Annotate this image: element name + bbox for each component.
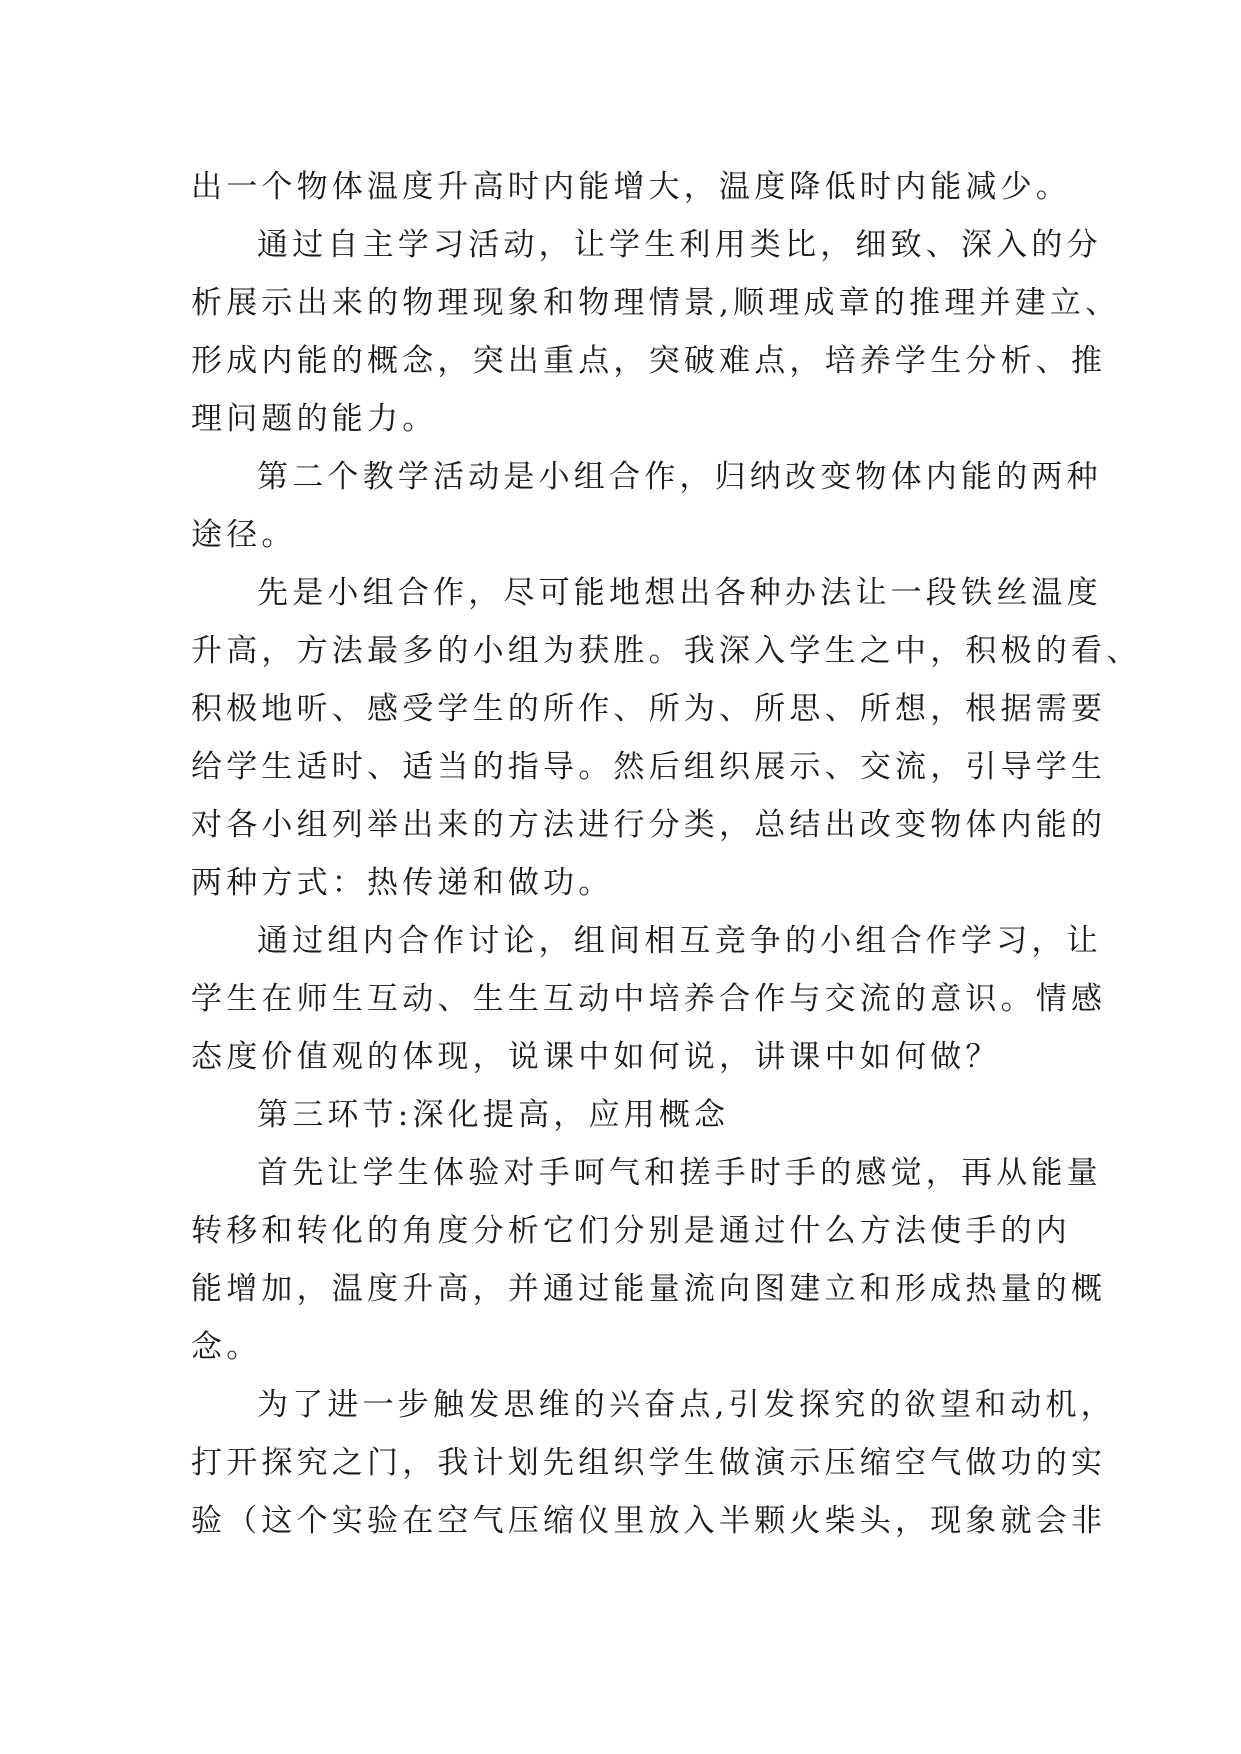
text-line: 出一个物体温度升高时内能增大，温度降低时内能减少。 <box>191 169 1071 205</box>
text-line: 学生在师生互动、生生互动中培养合作与交流的意识。情感 <box>191 981 1107 1017</box>
text-line: 理问题的能力。 <box>191 401 438 437</box>
text-line: 积极地听、感受学生的所作、所为、所思、所想，根据需要 <box>191 691 1107 727</box>
text-line: 能增加，温度升高，并通过能量流向图建立和形成热量的概 <box>191 1271 1107 1307</box>
text-line: 形成内能的概念，突出重点，突破难点，培养学生分析、推 <box>191 343 1107 379</box>
paragraph-start-line: 通过组内合作讨论，组间相互竞争的小组合作学习，让 <box>257 923 1102 959</box>
paragraph-start-line: 为了进一步触发思维的兴奋点,引发探究的欲望和动机， <box>257 1387 1116 1423</box>
text-line: 升高，方法最多的小组为获胜。我深入学生之中，积极的看、 <box>191 633 1142 669</box>
text-line: 验（这个实验在空气压缩仪里放入半颗火柴头，现象就会非 <box>191 1503 1107 1539</box>
text-line: 途径。 <box>191 517 297 553</box>
text-line: 两种方式：热传递和做功。 <box>191 865 614 901</box>
text-line: 转移和转化的角度分析它们分别是通过什么方法使手的内 <box>191 1213 1071 1249</box>
text-line: 念。 <box>191 1329 262 1365</box>
text-line: 打开探究之门，我计划先组织学生做演示压缩空气做功的实 <box>191 1445 1107 1481</box>
document-body <box>191 158 1142 1550</box>
paragraph-start-line: 第二个教学活动是小组合作，归纳改变物体内能的两种 <box>257 459 1102 495</box>
text-line: 对各小组列举出来的方法进行分类，总结出改变物体内能的 <box>191 807 1107 843</box>
text-line: 给学生适时、适当的指导。然后组织展示、交流，引导学生 <box>191 749 1107 785</box>
section-heading: 第三环节:深化提高，应用概念 <box>257 1097 730 1133</box>
paragraph-start-line: 通过自主学习活动，让学生利用类比，细致、深入的分 <box>257 227 1102 263</box>
paragraph-start-line: 先是小组合作，尽可能地想出各种办法让一段铁丝温度 <box>257 575 1102 611</box>
text-line: 态度价值观的体现，说课中如何说，讲课中如何做？ <box>191 1039 1001 1075</box>
text-line: 析展示出来的物理现象和物理情景,顺理成章的推理并建立、 <box>191 285 1121 321</box>
paragraph-start-line: 首先让学生体验对手呵气和搓手时手的感觉，再从能量 <box>257 1155 1102 1191</box>
